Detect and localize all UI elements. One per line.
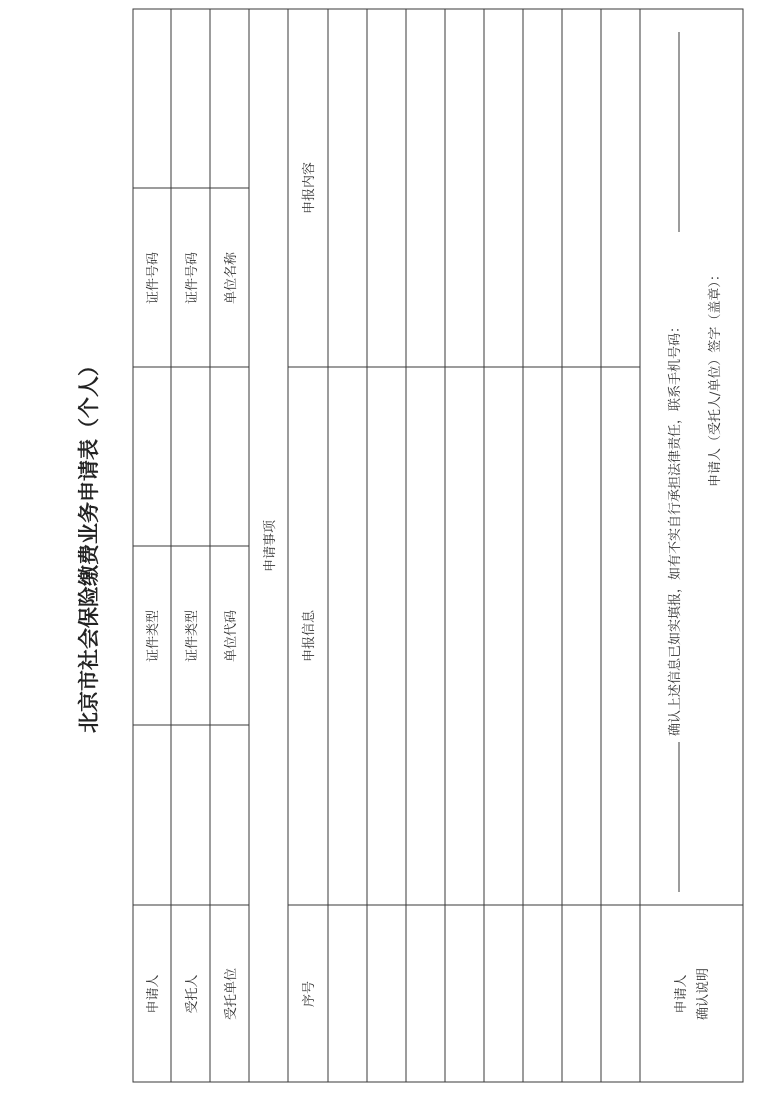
matters-label: 申请事项 xyxy=(263,519,278,573)
info-header: 申报信息 xyxy=(302,609,317,663)
applicant-label: 申请人 xyxy=(146,974,161,1014)
confirm-statement: 确认上述信息已如实填报，如有不实自行承担法律责任，联系手机号码： xyxy=(668,319,683,736)
signature-line: 申请人（受托人/单位）签字（盖章）： xyxy=(708,268,723,487)
confirm-label-line1: 申请人 xyxy=(674,974,689,1014)
seq-header: 序号 xyxy=(302,980,317,1008)
agent-unit-label: 受托单位 xyxy=(224,967,239,1021)
agent-id-type-label: 证件类型 xyxy=(185,609,200,663)
agent-id-no-label: 证件号码 xyxy=(185,251,200,305)
form-title: 北京市社会保险缴费业务申请表（个人） xyxy=(77,355,101,733)
agent-unit-code-label: 单位代码 xyxy=(224,609,239,663)
applicant-id-no-label: 证件号码 xyxy=(146,251,161,305)
agent-label: 受托人 xyxy=(185,974,200,1014)
confirm-label-line2: 确认说明 xyxy=(696,967,711,1021)
agent-unit-name-label: 单位名称 xyxy=(224,251,239,305)
applicant-id-type-label: 证件类型 xyxy=(146,609,161,663)
content-header: 申报内容 xyxy=(302,161,317,215)
